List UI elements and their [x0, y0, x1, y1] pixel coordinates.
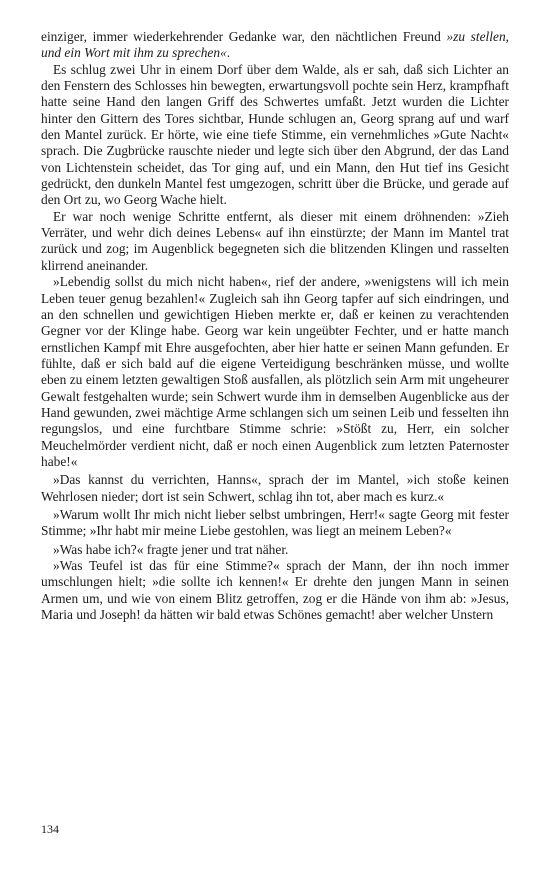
book-page-text: [41, 29, 509, 623]
paragraph-7: »Was habe ich?« fragte jener und trat näher.: [53, 541, 289, 557]
paragraph-6: »Warum wollt Ihr mich nicht lieber selbst umbringen, Herr!« sagte Georg mit fester Stimme; »Ihr habt mir meine Liebe gestohlen, was liegt an meinem Leben?«: [41, 506, 509, 539]
paragraph-1-emphasis: »zu stellen, und ein Wort mit ihm zu sprechen«: [41, 29, 509, 61]
paragraph-8: »Was Teufel ist das für eine Stimme?« sprach der Mann, der ihn noch immer umschlungen hielt; »die sollte ich kennen!« Er drehte den jungen Mann in seinen Armen um, und wie von einem Blitz getroffen, zog er die Hände von ihm ab: »Jesus, Maria und Joseph! da hätten wir bald etwas Schönes gemacht! aber welcher Unstern: [41, 558, 509, 623]
paragraph-3: Er war noch wenige Schritte entfernt, als dieser mit einem dröhnenden: »Zieh Verräter, und wehr dich deines Lebens« auf ihn einstürzte; der Mann im Mantel trat zurück und zog; im Augenblick begegneten sich die blitzenden Klingen und rasselten klirrend aneinander.: [41, 208, 509, 273]
paragraph-4: »Lebendig sollst du mich nicht haben«, rief der andere, »wenigstens will ich mein Leben teuer genug bezahlen!« Zugleich sah ihn Georg tapfer auf sich eindringen, und an den schnellen und gewichtigen Hieben merkte er, daß er keinen zu verachtenden Gegner vor der Klinge habe. Georg war kein ungeübter Fechter, und er hatte manch ernstlichen Kampf mit Ehre ausgefochten, aber hier hatte er seinen Mann gefunden. Er fühlte, daß er sich bald auf die eigene Verteidigung beschränken müsse, und wollte eben zu einem letzten gewaltigen Stoß ausfallen, als plötzlich sein Arm mit ungeheurer Gewalt festgehalten wurde; sein Schwert wurde ihm in demselben Augenblicke aus der Hand gewunden, zwei mächtige Arme schlangen sich um seinen Leib und fesselten ihn regungslos, und eine furchtbare Stimme schrie: »Stößt zu, Herr, ein solcher Meuchelmörder verdient nicht, daß er noch einen Augenblick zum letzten Paternoster habe!«: [41, 274, 509, 469]
paragraph-1: [41, 29, 509, 62]
paragraph-1-end: .: [226, 45, 231, 61]
paragraph-1-text: einziger, immer wiederkehrender Gedanke war, den nächtlichen Freund: [41, 29, 447, 44]
paragraph-2: Es schlug zwei Uhr in einem Dorf über dem Walde, als er sah, daß sich Lichter an den Fenstern des Schlosses hin bewegten, erwartungsvoll pochte sein Herz, krampfhaft hatte seine Hand den langen Griff des Schwertes umfaßt. Jetzt wurden die Lichter hinter den Gittern des Tores sichtbar, Hunde schlugen an, Georg sprang auf und warf den Mantel zurück. Er hörte, wie eine tiefe Stimme, ein vernehmliches »Gute Nacht« sprach. Die Zugbrücke rauschte nieder und legte sich über den Abgrund, der das Land von Lichtenstein scheidet, das Tor ging auf, und ein Mann, den Hut tief ins Gesicht gedrückt, den dunkeln Mantel fest umgezogen, schritt über die Brücke, und gerade auf den Ort zu, wo Georg Wache hielt.: [41, 61, 509, 208]
page-number: 134: [41, 822, 59, 836]
paragraph-5: »Das kannst du verrichten, Hanns«, sprach der im Mantel, »ich stoße keinen Wehrlosen nieder; dort ist sein Schwert, schlag ihn tot, aber mach es kurz.«: [41, 472, 509, 504]
